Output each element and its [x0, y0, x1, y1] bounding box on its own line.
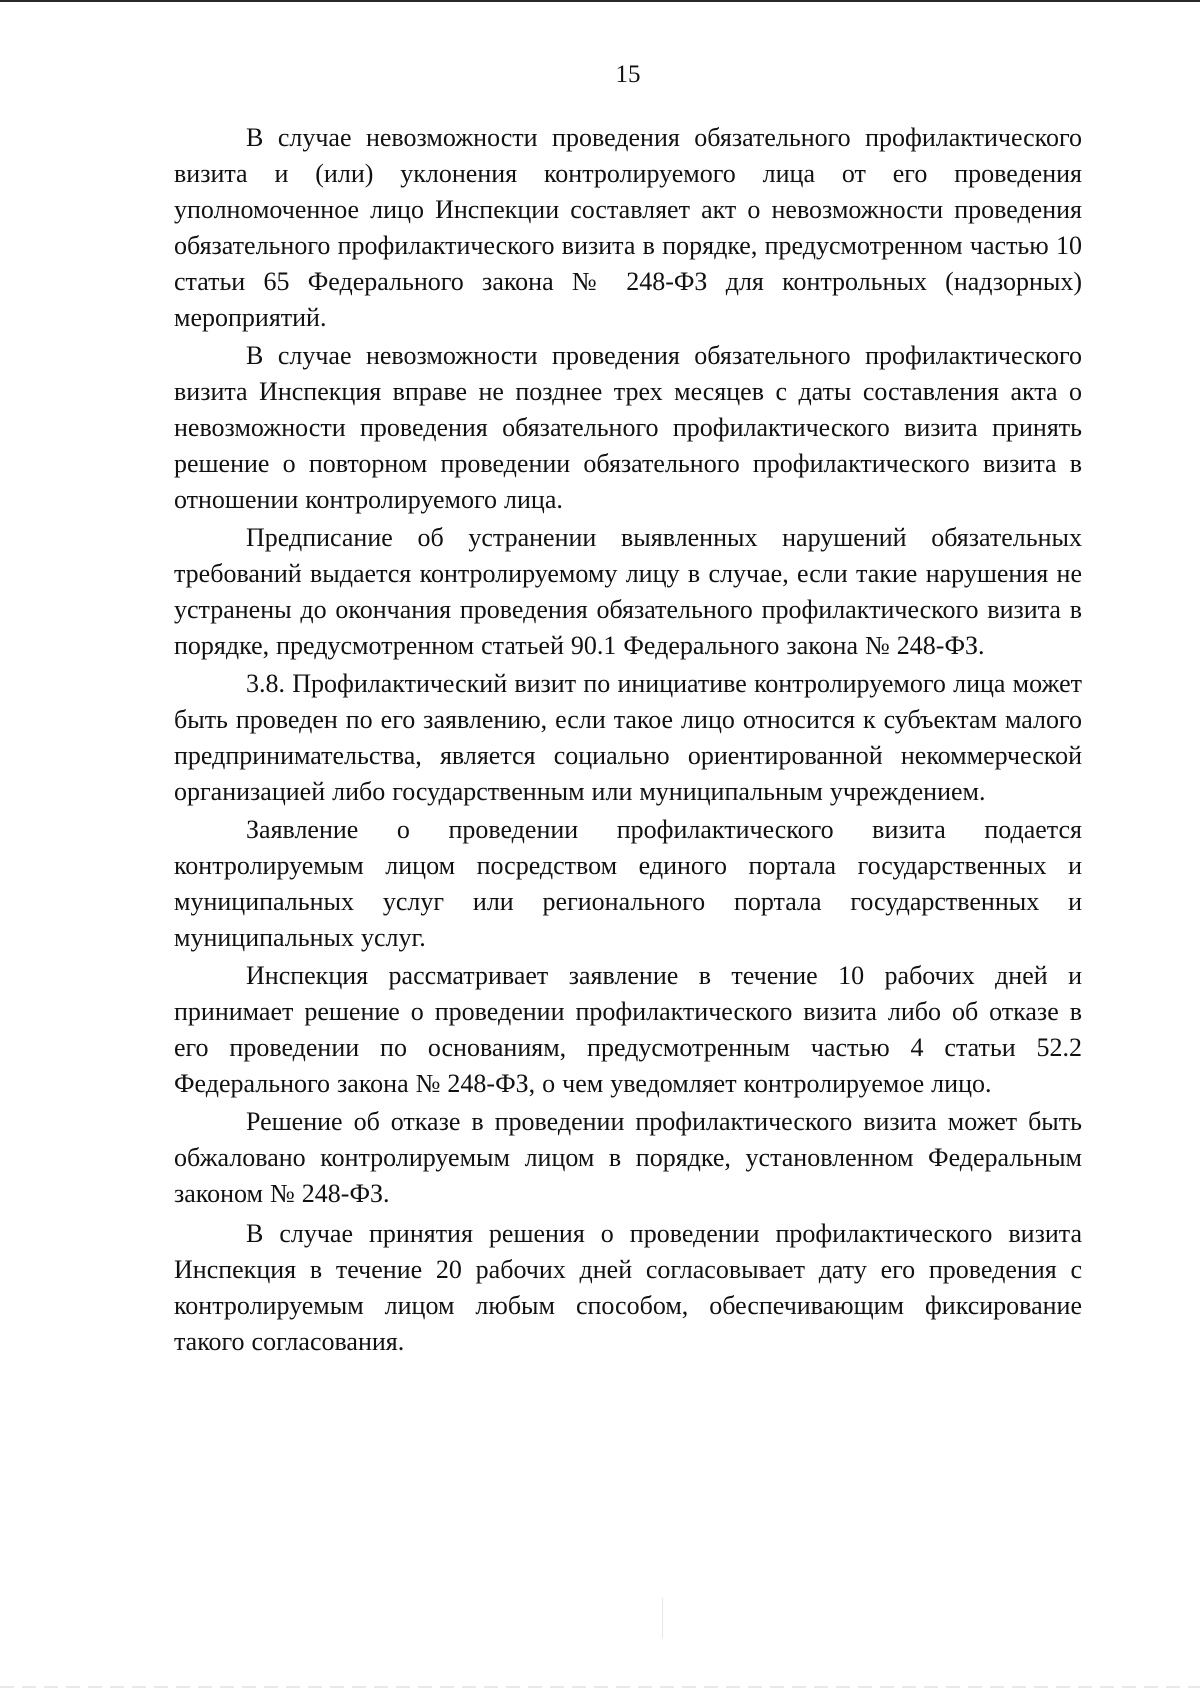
- scan-bottom-edge: [0, 1686, 1200, 1688]
- scan-artifact: [662, 1598, 663, 1638]
- page-number: 15: [615, 61, 641, 88]
- paragraph-7: Решение об отказе в проведении профилактического визита может быть обжаловано контролируемым лицом в порядке, установленном Федеральным законом № 248-ФЗ.: [174, 1107, 1082, 1208]
- document-body: [174, 120, 1082, 1362]
- paragraph-3: Предписание об устранении выявленных нарушений обязательных требований выдается контролируемому лицу в случае, если такие нарушения не устранены до окончания проведения обязательного профилактического визита в порядке, предусмотренном статьей 90.1 Федерального закона № 248-ФЗ.: [174, 523, 1082, 660]
- paragraph-6: Инспекция рассматривает заявление в течение 10 рабочих дней и принимает решение о проведении профилактического визита либо об отказе в его проведении по основаниям, предусмотренным частью 4 статьи 52.2 Федерального закона № 248-ФЗ, о чем уведомляет контролируемое лицо.: [174, 961, 1082, 1098]
- paragraph-4: 3.8. Профилактический визит по инициативе контролируемого лица может быть проведен по его заявлению, если такое лицо относится к субъектам малого предпринимательства, является социально ориентированной некоммерческой организацией либо государственным или муниципальным учреждением.: [174, 669, 1082, 806]
- paragraph-1: В случае невозможности проведения обязательного профилактического визита и (или) уклонения контролируемого лица от его проведения уполномоченное лицо Инспекции составляет акт о невозможности проведения обязательного профилактического визита в порядке, предусмотренном частью 10 статьи 65 Федерального закона № 248-ФЗ для контрольных (надзорных) мероприятий.: [174, 123, 1082, 332]
- paragraph-2: В случае невозможности проведения обязательного профилактического визита Инспекция вправе не позднее трех месяцев с даты составления акта о невозможности проведения обязательного профилактического визита принять решение о повторном проведении обязательного профилактического визита в отношении контролируемого лица.: [174, 341, 1082, 514]
- scan-top-edge: [0, 0, 1200, 2]
- paragraph-8: В случае принятия решения о проведении профилактического визита Инспекция в течение 20 рабочих дней согласовывает дату его проведения с контролируемым лицом любым способом, обеспечивающим фиксирование такого согласования.: [174, 1219, 1082, 1356]
- paragraph-5: Заявление о проведении профилактического визита подается контролируемым лицом посредством единого портала государственных и муниципальных услуг или регионального портала государственных и муниципальных услуг.: [174, 815, 1082, 952]
